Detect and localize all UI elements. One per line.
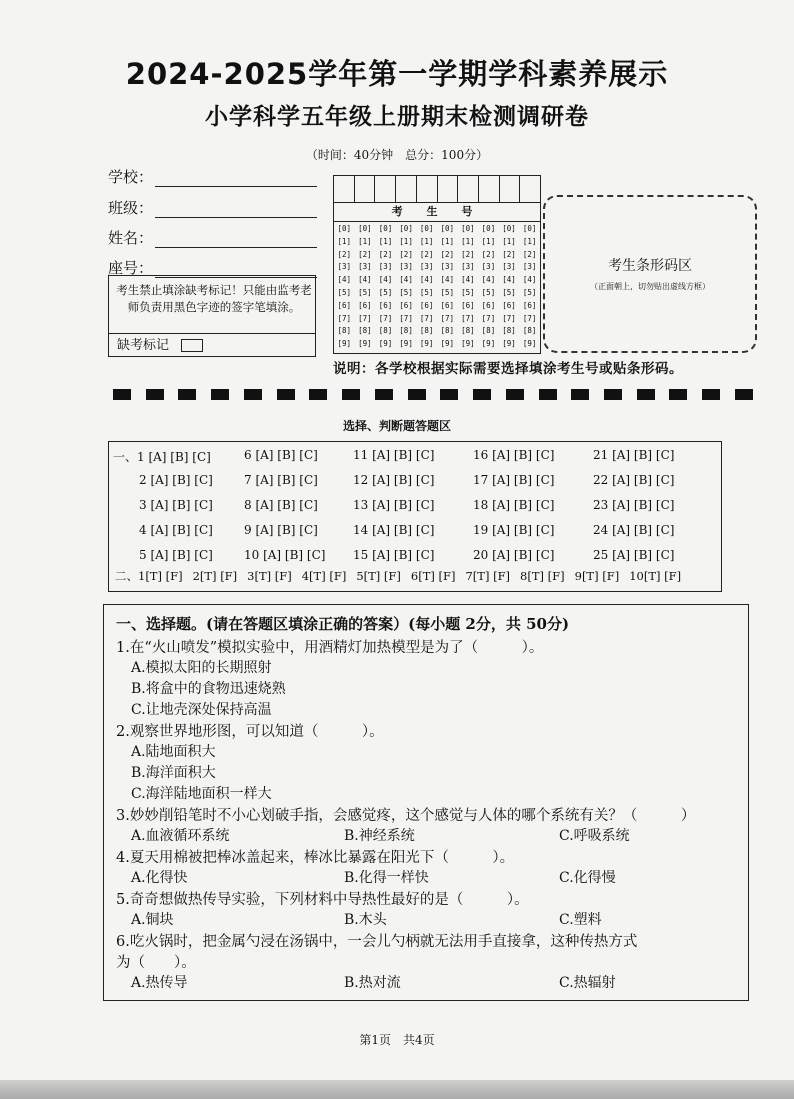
exam-id-bubble[interactable]: [3] xyxy=(399,262,413,272)
q3-option-b: B.神经系统 xyxy=(344,828,415,844)
answer-bubble-group[interactable]: 11 [A] [B] [C] xyxy=(353,448,435,462)
exam-id-bubble[interactable]: [2] xyxy=(378,249,393,259)
exam-id-bubble[interactable]: [3] xyxy=(337,262,352,272)
answer-bubble-group[interactable]: 一、1 [A] [B] [C] xyxy=(113,450,211,464)
answer-row xyxy=(109,548,721,568)
exam-id-bubble[interactable]: [8] xyxy=(461,326,475,336)
exam-id-bubble[interactable]: [9] xyxy=(337,339,352,349)
answer-row xyxy=(109,498,721,518)
answer-bubble-group[interactable]: 5 [A] [B] [C] xyxy=(139,548,213,562)
exam-id-bubble[interactable]: [1] xyxy=(502,236,516,246)
exam-id-bubble[interactable]: [3] xyxy=(378,262,393,272)
divider-dashes xyxy=(113,389,753,401)
q5-option-b: B.木头 xyxy=(344,912,387,928)
exam-id-bubble[interactable]: [6] xyxy=(337,300,352,310)
exam-id-bubble[interactable]: [0] xyxy=(481,224,496,233)
exam-id-bubble[interactable]: [4] xyxy=(358,275,372,285)
exam-id-bubble[interactable]: [6] xyxy=(522,300,537,310)
exam-id-bubble[interactable]: [5] xyxy=(522,287,537,297)
exam-id-bubble[interactable]: [1] xyxy=(337,236,352,246)
answer-bubble-group[interactable]: 15 [A] [B] [C] xyxy=(353,548,435,562)
exam-id-bubble[interactable]: [7] xyxy=(440,313,455,323)
question-1: 1.在“火山喷发”模拟实验中，用酒精灯加热模型是为了（ ）。 xyxy=(116,640,544,656)
class-field[interactable]: 班级： xyxy=(108,197,317,218)
exam-id-bubble[interactable]: [9] xyxy=(481,339,496,349)
exam-title: 2024-2025学年第一学期学科素养展示 xyxy=(125,57,669,91)
exam-id-bubble[interactable]: [7] xyxy=(358,313,372,323)
exam-id-bubble[interactable]: [8] xyxy=(337,326,352,336)
exam-id-bubble[interactable]: [4] xyxy=(419,275,434,285)
answer-bubble-group[interactable]: 21 [A] [B] [C] xyxy=(593,448,675,462)
exam-id-bubble[interactable]: [4] xyxy=(481,275,496,285)
q4-option-a: A.化得快 xyxy=(131,870,188,886)
exam-id-bubble[interactable]: [1] xyxy=(440,236,455,246)
answer-row xyxy=(109,523,721,543)
exam-id-bubble[interactable]: [1] xyxy=(358,236,372,246)
exam-id-column[interactable] xyxy=(499,223,520,351)
exam-id-bubble[interactable]: [0] xyxy=(502,224,516,233)
tf-bubble-group[interactable]: 5[T] [F] xyxy=(356,569,401,583)
q6-option-b: B.热对流 xyxy=(344,975,401,991)
exam-id-bubble[interactable]: [6] xyxy=(502,300,516,310)
exam-id-column[interactable] xyxy=(355,223,376,351)
answer-bubble-group[interactable]: 6 [A] [B] [C] xyxy=(244,448,318,462)
exam-id-bubble[interactable]: [8] xyxy=(481,326,496,336)
answer-row xyxy=(109,473,721,493)
answer-sheet xyxy=(108,441,722,592)
q3-option-c: C.呼吸系统 xyxy=(559,828,630,844)
absent-mark-row xyxy=(109,333,315,357)
exam-id-bubble[interactable]: [5] xyxy=(378,287,393,297)
exam-id-bubble[interactable]: [1] xyxy=(399,236,413,246)
answer-bubble-group[interactable]: 20 [A] [B] [C] xyxy=(473,548,555,562)
answer-bubble-group[interactable]: 25 [A] [B] [C] xyxy=(593,548,675,562)
exam-id-bubble[interactable]: [7] xyxy=(522,313,537,323)
exam-id-bubbles[interactable] xyxy=(334,223,540,351)
exam-id-bubble[interactable]: [2] xyxy=(399,249,413,259)
exam-id-bubble[interactable]: [2] xyxy=(522,249,537,259)
exam-id-bubble[interactable]: [1] xyxy=(378,236,393,246)
tf-bubble-group[interactable]: 8[T] [F] xyxy=(520,569,565,583)
q4-option-b: B.化得一样快 xyxy=(344,870,429,886)
exam-id-bubble[interactable]: [2] xyxy=(358,249,372,259)
true-false-row xyxy=(115,568,691,584)
q2-option-b: B.海洋面积大 xyxy=(131,765,216,781)
exam-id-bubble[interactable]: [8] xyxy=(440,326,455,336)
tf-bubble-group[interactable]: 7[T] [F] xyxy=(465,569,511,583)
section-title: 一、选择题。(请在答题区填涂正确的答案）(每小题 2分，共 50分) xyxy=(116,615,570,633)
exam-id-bubble[interactable]: [5] xyxy=(358,287,372,297)
exam-id-bubble[interactable]: [0] xyxy=(399,224,413,233)
exam-id-bubble[interactable]: [4] xyxy=(337,275,352,285)
answer-bubble-group[interactable]: 13 [A] [B] [C] xyxy=(353,498,435,512)
exam-id-bubble[interactable]: [5] xyxy=(337,287,352,297)
exam-id-bubble[interactable]: [8] xyxy=(358,326,372,336)
exam-subtitle: 小学科学五年级上册期末检测调研卷 xyxy=(205,104,589,130)
exam-id-bubble[interactable]: [4] xyxy=(378,275,393,285)
q5-option-c: C.塑料 xyxy=(559,912,602,928)
answer-bubble-group[interactable]: 12 [A] [B] [C] xyxy=(353,473,435,487)
exam-id-bubble[interactable]: [0] xyxy=(358,224,372,233)
exam-id-cells[interactable] xyxy=(334,176,540,202)
exam-id-bubble[interactable]: [2] xyxy=(481,249,496,259)
exam-id-bubble[interactable]: [5] xyxy=(461,287,475,297)
scan-shadow xyxy=(0,1080,794,1099)
exam-id-bubble[interactable]: [0] xyxy=(378,224,393,233)
exam-id-bubble[interactable]: [1] xyxy=(522,236,537,246)
answer-bubble-group[interactable]: 19 [A] [B] [C] xyxy=(473,523,555,537)
answer-bubble-group[interactable]: 10 [A] [B] [C] xyxy=(244,548,326,562)
q6-option-c: C.热辐射 xyxy=(559,975,616,991)
question-6: 6.吃火锅时，把金属勺浸在汤锅中，一会儿勺柄就无法用手直接拿，这种传热方式 xyxy=(116,934,638,950)
answer-row xyxy=(109,448,721,468)
q5-option-a: A.铜块 xyxy=(131,912,174,928)
q4-option-c: C.化得慢 xyxy=(559,870,616,886)
answer-area-title: 选择、判断题答题区 xyxy=(342,419,451,433)
exam-id-bubble[interactable]: [7] xyxy=(337,313,352,323)
exam-id-bubble[interactable]: [8] xyxy=(399,326,413,336)
exam-id-bubble[interactable]: [9] xyxy=(419,339,434,349)
exam-id-bubble[interactable]: [2] xyxy=(419,249,434,259)
exam-id-bubble[interactable]: [6] xyxy=(378,300,393,310)
tf-bubble-group[interactable]: 2[T] [F] xyxy=(192,569,238,583)
exam-id-bubble[interactable]: [4] xyxy=(440,275,455,285)
exam-id-bubble[interactable]: [8] xyxy=(419,326,434,336)
exam-id-bubble[interactable]: [4] xyxy=(502,275,516,285)
exam-id-bubble[interactable]: [3] xyxy=(481,262,496,272)
time-info: （时间：40分钟 总分：100分） xyxy=(305,148,489,162)
exam-id-bubble[interactable]: [1] xyxy=(419,236,434,246)
exam-id-bubble[interactable]: [8] xyxy=(378,326,393,336)
exam-id-bubble[interactable]: [5] xyxy=(440,287,455,297)
tf-bubble-group[interactable]: 9[T] [F] xyxy=(574,569,620,583)
exam-id-bubble[interactable]: [2] xyxy=(337,249,352,259)
q6-option-a: A.热传导 xyxy=(131,975,188,991)
exam-id-column[interactable] xyxy=(478,223,499,351)
school-field[interactable]: 学校： xyxy=(108,166,317,187)
exam-id-bubble[interactable]: [3] xyxy=(522,262,537,272)
tf-bubble-group[interactable]: 4[T] [F] xyxy=(301,569,347,583)
exam-id-bubble[interactable]: [9] xyxy=(378,339,393,349)
question-6-cont: 为（ ）。 xyxy=(116,955,196,971)
exam-id-bubble[interactable]: [3] xyxy=(461,262,475,272)
exam-id-bubble[interactable]: [5] xyxy=(419,287,434,297)
exam-id-bubble[interactable]: [9] xyxy=(461,339,475,349)
exam-id-bubble[interactable]: [0] xyxy=(522,224,537,233)
exam-id-column[interactable] xyxy=(416,223,437,351)
exam-id-bubble[interactable]: [2] xyxy=(461,249,475,259)
exam-id-bubble[interactable]: [6] xyxy=(419,300,434,310)
questions-section xyxy=(103,604,749,1001)
exam-id-bubble[interactable]: [7] xyxy=(399,313,413,323)
exam-id-bubble[interactable]: [9] xyxy=(358,339,372,349)
answer-bubble-group[interactable]: 9 [A] [B] [C] xyxy=(244,523,318,537)
answer-bubble-group[interactable]: 16 [A] [B] [C] xyxy=(473,448,555,462)
answer-bubble-group[interactable]: 17 [A] [B] [C] xyxy=(473,473,555,487)
exam-id-bubble[interactable]: [0] xyxy=(337,224,352,233)
exam-id-label: 考 生 号 xyxy=(334,202,540,222)
tf-bubble-group[interactable]: 6[T] [F] xyxy=(410,569,456,583)
exam-id-column[interactable] xyxy=(437,223,458,351)
exam-id-bubble[interactable]: [7] xyxy=(481,313,496,323)
answer-bubble-group[interactable]: 2 [A] [B] [C] xyxy=(139,473,213,487)
answer-bubble-group[interactable]: 3 [A] [B] [C] xyxy=(139,498,213,512)
q1-option-c: C.让地壳深处保持高温 xyxy=(131,702,272,718)
exam-id-bubble[interactable]: [0] xyxy=(440,224,455,233)
exam-id-column[interactable] xyxy=(334,223,355,351)
exam-id-column[interactable] xyxy=(458,223,479,351)
exam-id-bubble[interactable]: [4] xyxy=(461,275,475,285)
exam-id-bubble[interactable]: [6] xyxy=(358,300,372,310)
question-4: 4.夏天用棉被把棒冰盖起来，棒冰比暴露在阳光下（ ）。 xyxy=(116,850,515,866)
exam-id-bubble[interactable]: [1] xyxy=(461,236,475,246)
exam-id-bubble[interactable]: [9] xyxy=(440,339,455,349)
exam-id-column[interactable] xyxy=(396,223,417,351)
exam-id-bubble[interactable]: [3] xyxy=(419,262,434,272)
exam-id-bubble[interactable]: [1] xyxy=(481,236,496,246)
answer-bubble-group[interactable]: 24 [A] [B] [C] xyxy=(593,523,675,537)
exam-id-grid xyxy=(333,175,541,354)
barcode-title: 考生条形码区 xyxy=(608,258,692,274)
exam-id-bubble[interactable]: [5] xyxy=(481,287,496,297)
exam-id-bubble[interactable]: [3] xyxy=(502,262,516,272)
exam-id-bubble[interactable]: [0] xyxy=(461,224,475,233)
tf-bubble-group[interactable]: 3[T] [F] xyxy=(247,569,292,583)
exam-id-bubble[interactable]: [5] xyxy=(502,287,516,297)
answer-bubble-group[interactable]: 7 [A] [B] [C] xyxy=(244,473,318,487)
name-field[interactable]: 姓名： xyxy=(108,227,317,248)
answer-bubble-group[interactable]: 18 [A] [B] [C] xyxy=(473,498,555,512)
exam-id-bubble[interactable]: [7] xyxy=(419,313,434,323)
exam-id-column[interactable] xyxy=(375,223,396,351)
absent-mark-checkbox[interactable] xyxy=(181,339,203,352)
exam-id-bubble[interactable]: [4] xyxy=(399,275,413,285)
question-5: 5.奇奇想做热传导实验，下列材料中导热性最好的是（ ）。 xyxy=(116,892,529,908)
exam-id-bubble[interactable]: [9] xyxy=(399,339,413,349)
barcode-hint: （正面朝上，切勿贴出虚线方框） xyxy=(590,282,710,291)
exam-id-bubble[interactable]: [6] xyxy=(481,300,496,310)
exam-id-bubble[interactable]: [8] xyxy=(522,326,537,336)
q1-option-a: A.模拟太阳的长期照射 xyxy=(131,660,272,676)
barcode-area xyxy=(543,195,757,353)
question-2: 2.观察世界地形图，可以知道（ ）。 xyxy=(116,724,384,740)
exam-id-bubble[interactable]: [6] xyxy=(461,300,475,310)
tf-bubble-group[interactable]: 二、1[T] [F] xyxy=(115,569,183,583)
exam-id-bubble[interactable]: [9] xyxy=(522,339,537,349)
exam-id-bubble[interactable]: [0] xyxy=(419,224,434,233)
exam-id-bubble[interactable]: [6] xyxy=(440,300,455,310)
exam-id-bubble[interactable]: [8] xyxy=(502,326,516,336)
exam-id-bubble[interactable]: [2] xyxy=(502,249,516,259)
q2-option-a: A.陆地面积大 xyxy=(131,744,216,760)
exam-id-bubble[interactable]: [2] xyxy=(440,249,455,259)
exam-id-column[interactable] xyxy=(519,223,540,351)
exam-id-bubble[interactable]: [5] xyxy=(399,287,413,297)
tf-bubble-group[interactable]: 10[T] [F] xyxy=(629,569,682,583)
exam-id-bubble[interactable]: [9] xyxy=(502,339,516,349)
exam-id-bubble[interactable]: [7] xyxy=(378,313,393,323)
answer-bubble-group[interactable]: 8 [A] [B] [C] xyxy=(244,498,318,512)
answer-bubble-group[interactable]: 14 [A] [B] [C] xyxy=(353,523,435,537)
notice-text: 考生禁止填涂缺考标记！只能由监考老师负责用黑色字迹的签字笔填涂。 xyxy=(116,283,312,314)
instruction-note: 说明：各学校根据实际需要选择填涂考生号或贴条形码。 xyxy=(333,361,683,377)
absent-mark-label: 缺考标记 xyxy=(117,338,170,353)
q1-option-b: B.将盒中的食物迅速烧熟 xyxy=(131,681,286,697)
question-3: 3.妙妙削铅笔时不小心划破手指，会感觉疼，这个感觉与人体的哪个系统有关？（ ） xyxy=(116,808,696,824)
exam-id-bubble[interactable]: [7] xyxy=(502,313,516,323)
answer-bubble-group[interactable]: 4 [A] [B] [C] xyxy=(139,523,213,537)
seat-field[interactable]: 座号： xyxy=(108,257,317,278)
exam-id-bubble[interactable]: [6] xyxy=(399,300,413,310)
notice-box xyxy=(108,275,316,357)
exam-id-bubble[interactable]: [3] xyxy=(440,262,455,272)
exam-id-bubble[interactable]: [4] xyxy=(522,275,537,285)
q2-option-c: C.海洋陆地面积一样大 xyxy=(131,786,272,802)
exam-id-bubble[interactable]: [3] xyxy=(358,262,372,272)
q3-option-a: A.血液循环系统 xyxy=(131,828,230,844)
exam-id-bubble[interactable]: [7] xyxy=(461,313,475,323)
answer-bubble-group[interactable]: 23 [A] [B] [C] xyxy=(593,498,675,512)
answer-bubble-group[interactable]: 22 [A] [B] [C] xyxy=(593,473,675,487)
page-footer: 第1页 共4页 xyxy=(359,1033,435,1047)
